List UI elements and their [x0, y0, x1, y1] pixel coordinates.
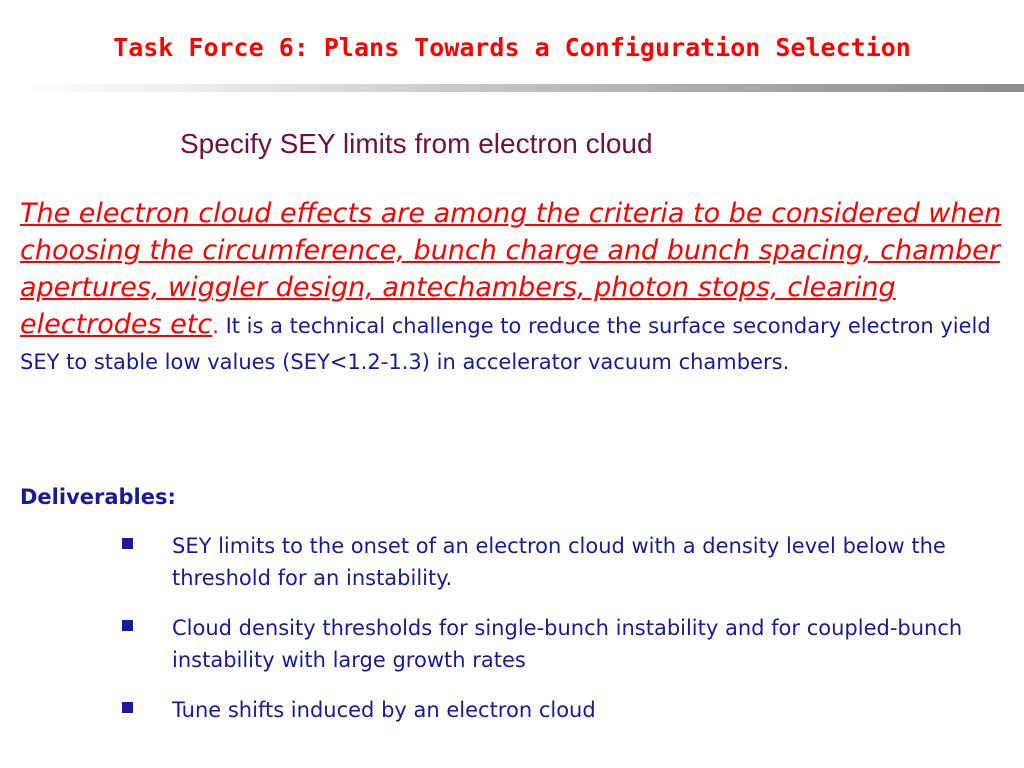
square-bullet-icon [122, 620, 133, 631]
list-item [122, 694, 1002, 726]
intro-paragraph [20, 196, 1006, 380]
emphasis-text: The electron cloud effects are among the criteria to be considered when choosing the circumference, bunch charge and bunch spacing, chamber apertures, wiggler design, antechambers, photon stops, clearing electrodes etc [20, 198, 1002, 340]
square-bullet-icon [122, 702, 133, 713]
list-item-text: Cloud density thresholds for single-bunch instability and for coupled-bunch instability with large growth rates [172, 616, 963, 672]
list-item [122, 530, 1002, 594]
square-bullet-icon [122, 538, 133, 549]
list-item-text: Tune shifts induced by an electron cloud [172, 698, 596, 722]
emphasis-period: . [212, 314, 219, 338]
slide-subtitle: Specify SEY limits from electron cloud [180, 128, 653, 159]
deliverables-heading: Deliverables: [20, 485, 176, 509]
list-item-text: SEY limits to the onset of an electron cloud with a density level below the threshold for an instability. [172, 534, 946, 590]
slide-title: Task Force 6: Plans Towards a Configuration Selection [113, 33, 911, 62]
normal-text: It is a technical challenge to reduce the surface secondary electron yield SEY to stable low values (SEY<1.2-1.3) in accelerator vacuum chambers. [20, 314, 991, 374]
deliverables-list [122, 530, 1002, 744]
title-divider [20, 84, 1024, 92]
list-item [122, 612, 1002, 676]
